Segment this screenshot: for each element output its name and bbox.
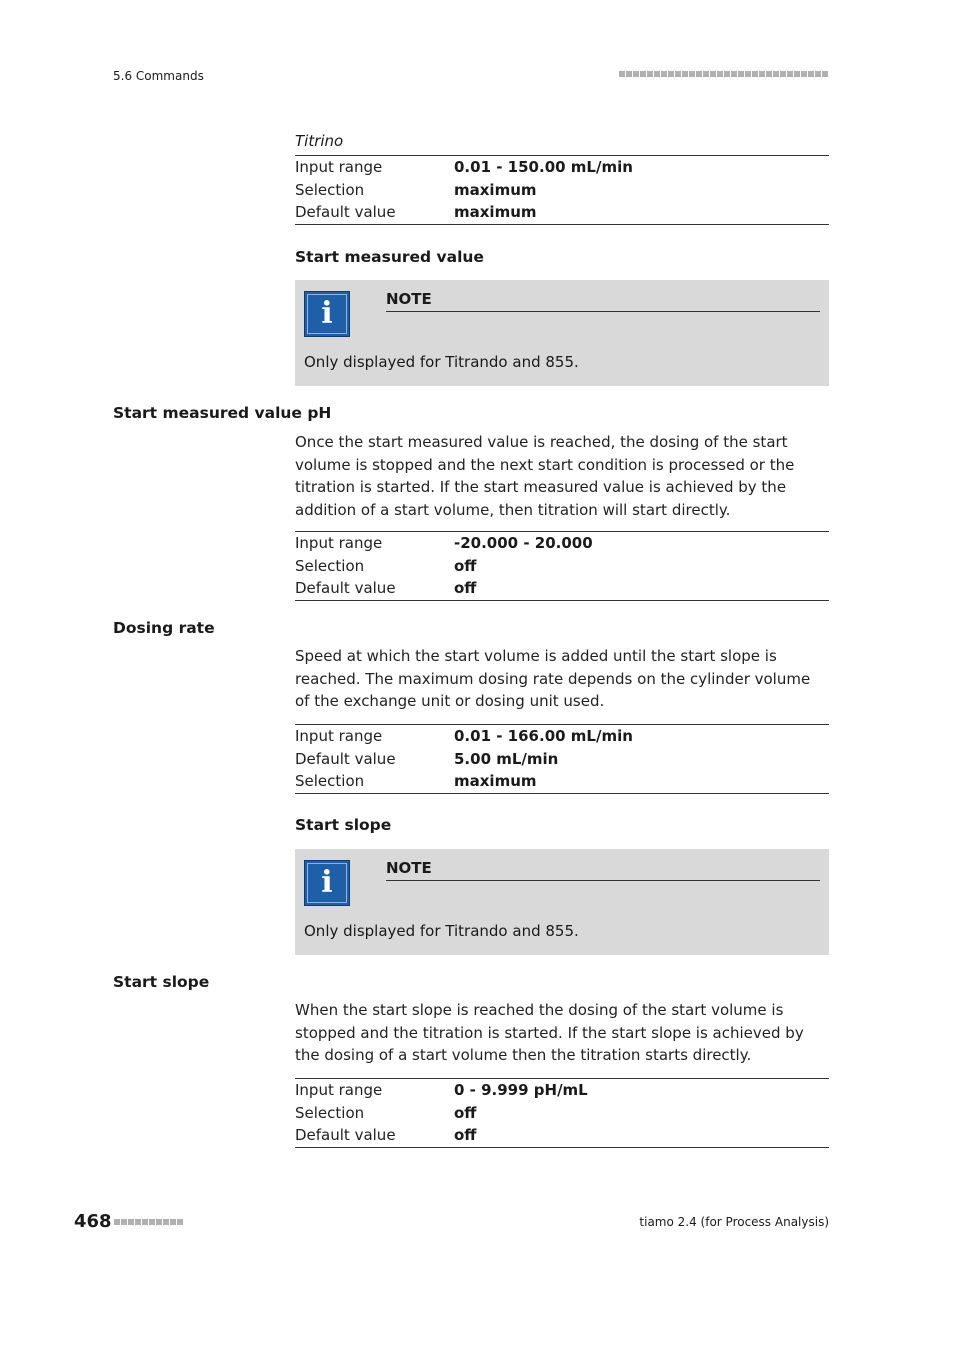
dot-decoration — [745, 71, 751, 77]
dot-decoration — [815, 71, 821, 77]
dot-decoration — [766, 71, 772, 77]
product-name: tiamo 2.4 (for Process Analysis) — [639, 1215, 829, 1229]
note-text: Only displayed for Titrando and 855. — [304, 353, 579, 371]
table-row: Input range 0.01 - 166.00 mL/min — [295, 727, 633, 745]
dot-decoration — [163, 1219, 169, 1225]
table-row: Selection off — [295, 1103, 477, 1122]
start-measured-value-ph-heading: Start measured value pH — [113, 404, 332, 422]
dot-decoration — [801, 71, 807, 77]
dot-decoration — [689, 71, 695, 77]
dot-decoration — [156, 1219, 162, 1225]
table-row: Input range 0 - 9.999 pH/mL — [295, 1081, 588, 1099]
dot-decoration — [170, 1219, 176, 1225]
dot-decoration — [794, 71, 800, 77]
table-row: Input range -20.000 - 20.000 — [295, 534, 593, 552]
table-row: Default value off — [295, 579, 477, 597]
start-measured-value-heading: Start measured value — [295, 248, 484, 266]
dot-decoration — [717, 71, 723, 77]
dot-decoration — [177, 1219, 183, 1225]
info-icon: i — [304, 291, 350, 337]
titrino-parameter-table — [295, 155, 829, 225]
note-title: NOTE — [386, 859, 820, 881]
dot-decoration — [752, 71, 758, 77]
dot-decoration — [759, 71, 765, 77]
start-slope-heading: Start slope — [113, 973, 210, 991]
dot-decoration — [668, 71, 674, 77]
dot-decoration — [121, 1219, 127, 1225]
titrino-caption: Titrino — [295, 132, 344, 150]
table-row: Selection off — [295, 556, 477, 575]
dot-decoration — [682, 71, 688, 77]
dot-decoration — [640, 71, 646, 77]
dot-decoration — [773, 71, 779, 77]
dot-decoration — [724, 71, 730, 77]
running-header-section: 5.6 Commands — [113, 69, 204, 83]
info-icon: i — [304, 860, 350, 906]
dosing-rate-heading: Dosing rate — [113, 619, 215, 637]
dot-decoration — [661, 71, 667, 77]
dot-decoration — [731, 71, 737, 77]
start-slope-table — [295, 1078, 829, 1148]
dot-decoration — [626, 71, 632, 77]
start-slope-description: When the start slope is reached the dosing of the start volume is stopped and the titration is started. If the start slope is achieved by the dosing of a start volume then the titration starts directly. — [295, 1001, 804, 1064]
note-box — [295, 849, 829, 955]
page-number: 468 — [74, 1211, 112, 1232]
dosing-rate-table — [295, 724, 829, 794]
dot-decoration — [696, 71, 702, 77]
dot-decoration — [135, 1219, 141, 1225]
table-row: Selection maximum — [295, 772, 537, 790]
header-dots-decoration — [619, 71, 829, 77]
dot-decoration — [710, 71, 716, 77]
start-measured-value-ph-table — [295, 531, 829, 601]
note-title: NOTE — [386, 290, 820, 312]
dot-decoration — [647, 71, 653, 77]
dot-decoration — [675, 71, 681, 77]
dot-decoration — [128, 1219, 134, 1225]
table-row: Input range 0.01 - 150.00 mL/min — [295, 158, 633, 176]
dot-decoration — [114, 1219, 120, 1225]
dot-decoration — [619, 71, 625, 77]
dot-decoration — [142, 1219, 148, 1225]
note-box — [295, 280, 829, 386]
dot-decoration — [633, 71, 639, 77]
dot-decoration — [738, 71, 744, 77]
start-measured-value-ph-description: Once the start measured value is reached, the dosing of the start volume is stopped and the next start condition is processed or the titration is started. If the start measured value is achieved by the addition of a start volume, then titration will start directly. — [295, 433, 795, 519]
dot-decoration — [787, 71, 793, 77]
dot-decoration — [149, 1219, 155, 1225]
table-row: Default value 5.00 mL/min — [295, 749, 559, 768]
dot-decoration — [808, 71, 814, 77]
note-text: Only displayed for Titrando and 855. — [304, 922, 579, 940]
dot-decoration — [822, 71, 828, 77]
dot-decoration — [780, 71, 786, 77]
table-row: Default value off — [295, 1126, 477, 1144]
start-slope-subheading: Start slope — [295, 816, 392, 834]
dot-decoration — [703, 71, 709, 77]
dot-decoration — [654, 71, 660, 77]
table-row: Default value maximum — [295, 203, 537, 221]
dosing-rate-description: Speed at which the start volume is added until the start slope is reached. The maximum dosing rate depends on the cylinder volume of the exchange unit or dosing unit used. — [295, 647, 811, 710]
footer-dots-decoration — [114, 1219, 184, 1225]
table-row: Selection maximum — [295, 180, 537, 199]
